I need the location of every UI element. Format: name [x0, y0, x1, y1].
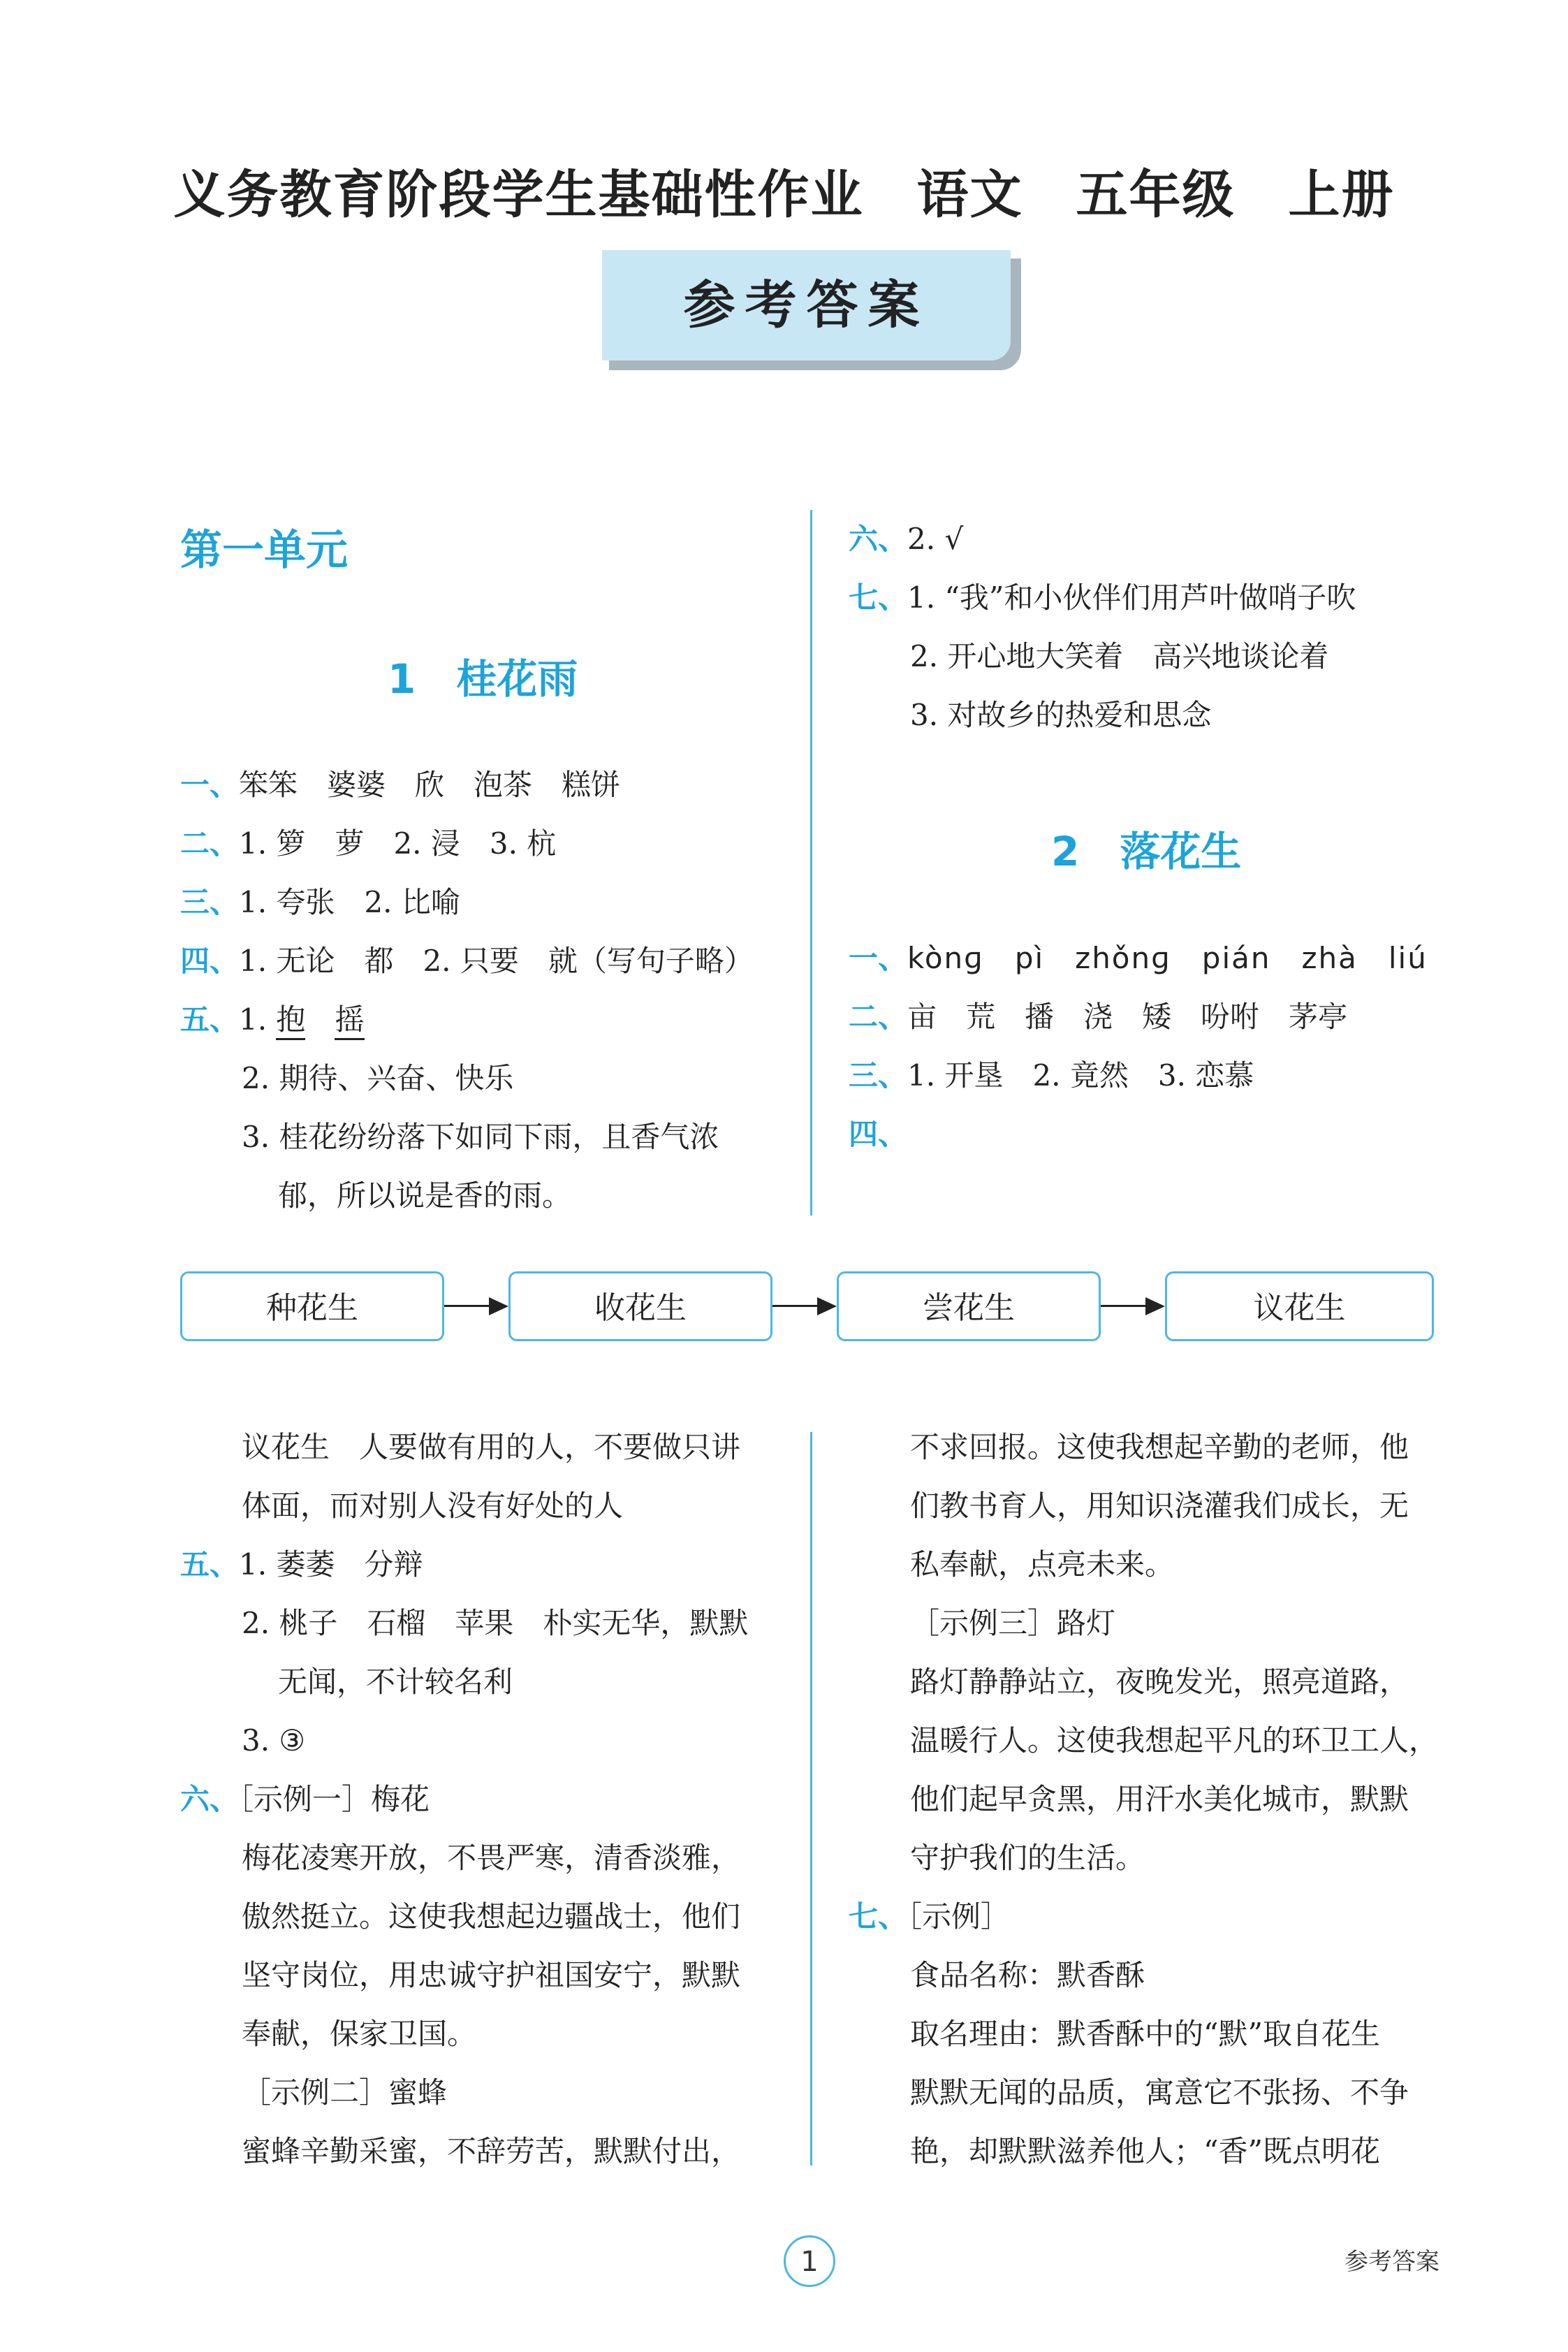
lesson1-q2: 二、1. 箩 萝 2. 浸 3. 杭 — [180, 826, 557, 861]
flow-explanation-l2: 体面，而对别人没有好处的人 — [242, 1489, 624, 1523]
flow-box-2: 收花生 — [508, 1271, 772, 1341]
q6-p3-l2: 温暖行人。这使我想起平凡的环卫工人， — [910, 1723, 1439, 1758]
column-divider-bottom — [810, 1432, 812, 2165]
lesson2-q7: 七、［示例］ — [849, 1899, 1011, 1934]
footer-label: 参考答案 — [1344, 2248, 1439, 2276]
lesson2-q5-a3: 3. ③ — [242, 1723, 306, 1758]
lesson1-q5-a2: 2. 期待、兴奋、快乐 — [242, 1061, 514, 1095]
lesson2-answers — [849, 929, 1428, 1164]
lesson1-q3: 三、1. 夸张 2. 比喻 — [180, 885, 460, 919]
lesson2-q4: 四、 — [849, 1117, 908, 1151]
q6-p2-l1: 蜜蜂辛勤采蜜，不辞劳苦，默默付出， — [242, 2134, 741, 2168]
q6-p1-l1: 梅花凌寒开放，不畏严寒，清香淡雅， — [242, 1841, 741, 1875]
lesson1-q7: 七、1. “我”和小伙伴们用芦叶做哨子吹 — [849, 580, 1356, 615]
flow-box-4: 议花生 — [1165, 1271, 1434, 1341]
lesson2-q6: 六、［示例一］梅花 — [180, 1782, 430, 1816]
flow-box-3: 尝花生 — [837, 1271, 1101, 1341]
flow-box-1: 种花生 — [180, 1271, 444, 1341]
lesson1-answers — [180, 756, 754, 1225]
lesson1-q7-a3: 3. 对故乡的热爱和思念 — [910, 698, 1212, 732]
lower-right-column — [849, 1418, 1438, 2181]
lesson2-title: 2 落花生 — [1051, 828, 1242, 875]
lesson1-title: 1 桂花雨 — [388, 655, 578, 703]
q6-p3-l1: 路灯静静站立，夜晚发光，照亮道路， — [910, 1665, 1409, 1699]
q6-p3-l3: 他们起早贪黑，用汗水美化城市，默默 — [910, 1782, 1409, 1816]
lesson1-q4: 四、1. 无论 都 2. 只要 就（写句子略） — [180, 944, 754, 978]
q6-p1-l2: 傲然挺立。这使我想起边疆战士，他们 — [242, 1899, 741, 1934]
flow-arrow-line-3 — [1101, 1305, 1150, 1307]
lesson1-q5-a3-l1: 3. 桂花纷纷落下如同下雨，且香气浓 — [242, 1120, 719, 1154]
page-number: 1 — [784, 2235, 835, 2287]
flow-arrow-line-2 — [772, 1305, 821, 1307]
q6-p1-l3: 坚守岗位，用忠诚守护祖国安宁，默默 — [242, 1958, 741, 1992]
flow-explanation-l1: 议花生 人要做有用的人，不要做只讲 — [242, 1430, 741, 1464]
lesson2-q5: 五、1. 萎萎 分辩 — [180, 1547, 423, 1582]
lesson1-q7-a2: 2. 开心地大笑着 高兴地谈论着 — [910, 639, 1329, 673]
flow-arrow-icon-1 — [489, 1297, 508, 1315]
lesson1-q5: 五、1. 抱 摇 — [180, 991, 754, 1049]
q6-p2-l3: 们教书育人，用知识浇灌我们成长，无 — [910, 1489, 1409, 1523]
lesson1-answers-cont — [849, 510, 1356, 745]
lesson2-q2: 二、亩 荒 播 浇 矮 吩咐 茅亭 — [849, 1000, 1348, 1034]
q6-example2-label: ［示例二］蜜蜂 — [242, 2075, 448, 2110]
q6-p2-l4: 私奉献，点亮未来。 — [910, 1547, 1175, 1582]
q6-p3-l4: 守护我们的生活。 — [910, 1841, 1145, 1875]
q6-p1-l4: 奉献，保家卫国。 — [242, 2017, 477, 2051]
lesson1-q1: 一、笨笨 婆婆 欣 泡茶 糕饼 — [180, 768, 621, 802]
lesson2-q3: 三、1. 开垦 2. 竟然 3. 恋慕 — [849, 1058, 1254, 1093]
q7-food-name: 食品名称：默香酥 — [910, 1958, 1145, 1992]
flow-arrow-icon-3 — [1145, 1297, 1165, 1315]
lesson1-q6: 六、2. √ — [849, 522, 964, 556]
q7-reason-l3: 艳，却默默滋养他人；“香”既点明花 — [910, 2134, 1380, 2168]
q6-p2-l2: 不求回报。这使我想起辛勤的老师，他 — [910, 1430, 1409, 1464]
lower-left-column — [180, 1418, 748, 2181]
answer-key-badge: 参考答案 — [602, 250, 1011, 360]
page-title: 义务教育阶段学生基础性作业 语文 五年级 上册 — [173, 165, 1395, 225]
lesson2-q1: 一、kònɡ pì zhǒnɡ pián zhà liú — [849, 941, 1428, 975]
lesson2-q5-a2-l1: 2. 桃子 石榴 苹果 朴实无华，默默 — [242, 1606, 749, 1640]
q7-reason-l1: 取名理由：默香酥中的“默”取自花生 — [910, 2017, 1380, 2051]
unit-title: 第一单元 — [180, 526, 348, 575]
flow-arrow-line-1 — [444, 1305, 493, 1307]
lesson1-q5-a3-l2: 郁，所以说是香的雨。 — [278, 1178, 572, 1213]
column-divider-top — [810, 510, 812, 1215]
q6-example3-label: ［示例三］路灯 — [910, 1606, 1116, 1640]
q7-reason-l2: 默默无闻的品质，寓意它不张扬、不争 — [910, 2075, 1409, 2110]
flow-arrow-icon-2 — [817, 1297, 837, 1315]
lesson2-q5-a2-l2: 无闻，不计较名利 — [278, 1665, 513, 1699]
